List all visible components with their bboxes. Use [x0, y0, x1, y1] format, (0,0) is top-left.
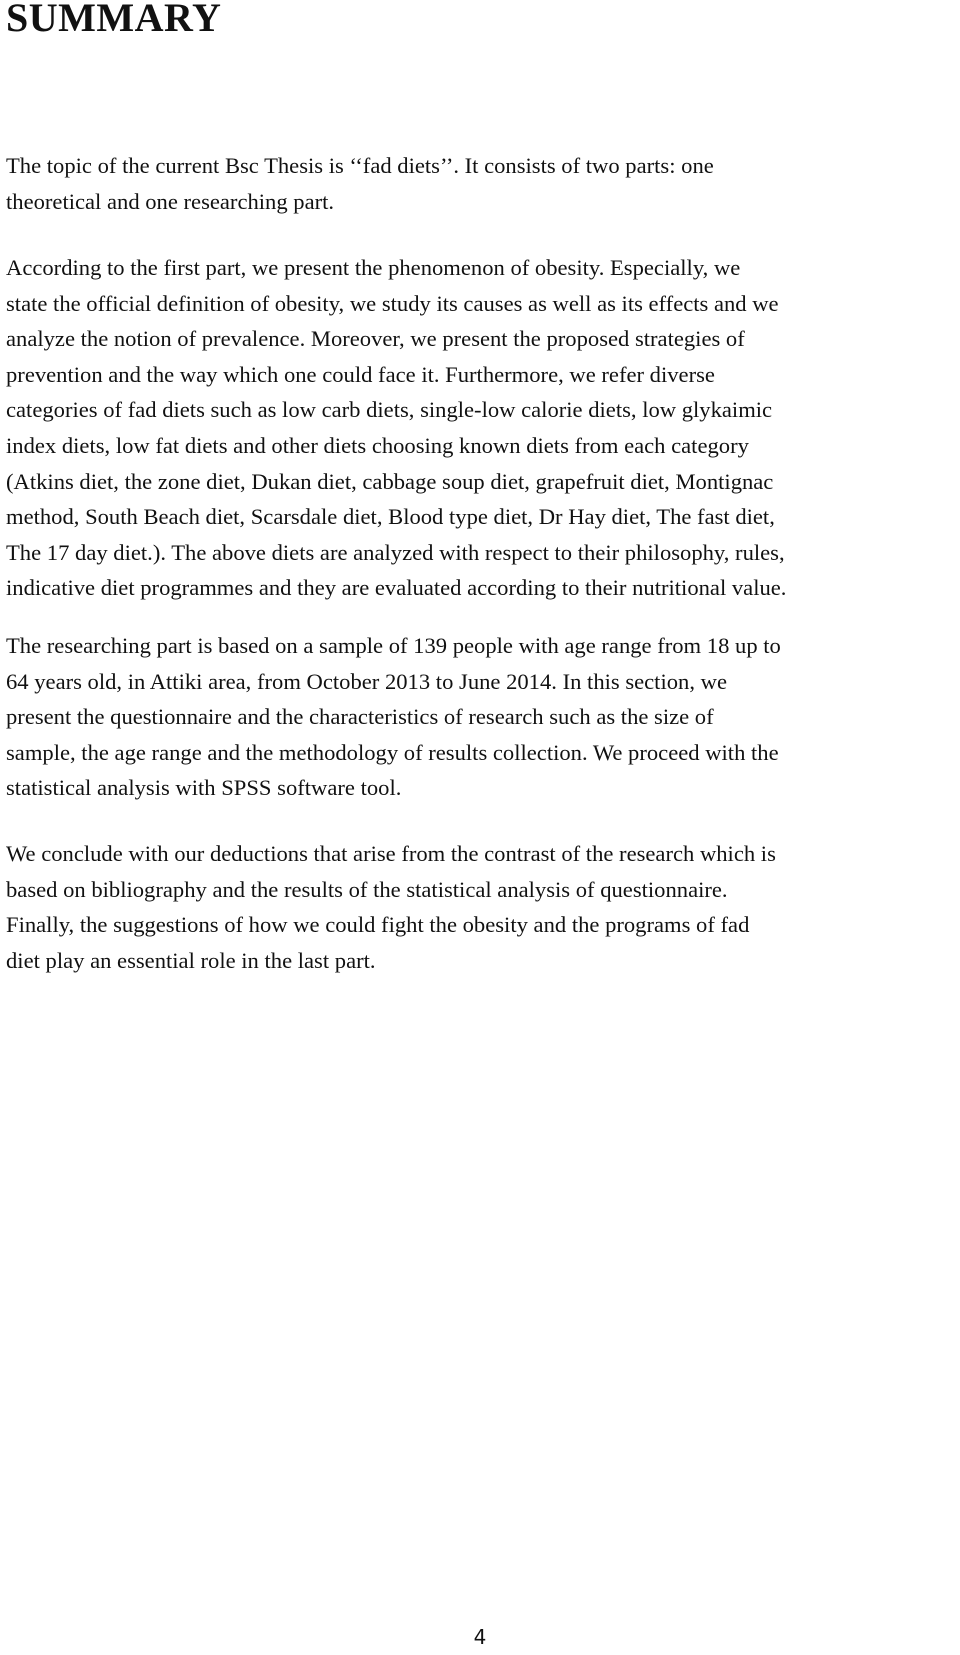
text-line: diet play an essential role in the last part. — [6, 947, 376, 973]
text-line: (Atkins diet, the zone diet, Dukan diet, cabbage soup diet, grapefruit diet, Montignac — [6, 468, 774, 494]
summary-paragraph-research-part — [6, 628, 956, 806]
text-line: categories of fad diets such as low carb diets, single-low calorie diets, low glykaimic — [6, 397, 773, 423]
text-line: method, South Beach diet, Scarsdale diet, Blood type diet, Dr Hay diet, The fast diet, — [6, 504, 775, 530]
text-line: analyze the notion of prevalence. Moreover, we present the proposed strategies of — [6, 326, 745, 352]
text-line: We conclude with our deductions that arise from the contrast of the research which is — [6, 841, 776, 866]
text-line: prevention and the way which one could face it. Furthermore, we refer diverse — [6, 361, 715, 387]
text-line: The topic of the current Bsc Thesis is ‘‘fad diets’’. It consists of two parts: one — [6, 153, 714, 178]
text-line: statistical analysis with SPSS software tool. — [6, 775, 402, 801]
text-line: The researching part is based on a sample of 139 people with age range from 18 up to — [6, 633, 781, 658]
text-line: state the official definition of obesity, we study its causes as well as its effects and we — [6, 290, 779, 316]
summary-paragraph-intro — [6, 148, 956, 219]
text-line: sample, the age range and the methodology of results collection. We proceed with the — [6, 739, 779, 765]
text-line: index diets, low fat diets and other diets choosing known diets from each category — [6, 432, 749, 458]
page-title: SUMMARY — [6, 0, 222, 40]
page-number: 4 — [473, 1625, 487, 1649]
text-line: According to the first part, we present the phenomenon of obesity. Especially, we — [6, 255, 741, 280]
text-line: 64 years old, in Attiki area, from October 2013 to June 2014. In this section, we — [6, 668, 727, 694]
text-line: based on bibliography and the results of the statistical analysis of questionnaire. — [6, 876, 728, 902]
text-line: present the questionnaire and the characteristics of research such as the size of — [6, 704, 714, 730]
text-line: indicative diet programmes and they are evaluated according to their nutritional value. — [6, 575, 787, 601]
summary-paragraph-conclusion — [6, 836, 956, 978]
summary-paragraph-first-part — [6, 250, 956, 606]
text-line: The 17 day diet.). The above diets are analyzed with respect to their philosophy, rules, — [6, 539, 785, 565]
text-line: theoretical and one researching part. — [6, 188, 335, 214]
text-line: Finally, the suggestions of how we could fight the obesity and the programs of fad — [6, 912, 750, 938]
